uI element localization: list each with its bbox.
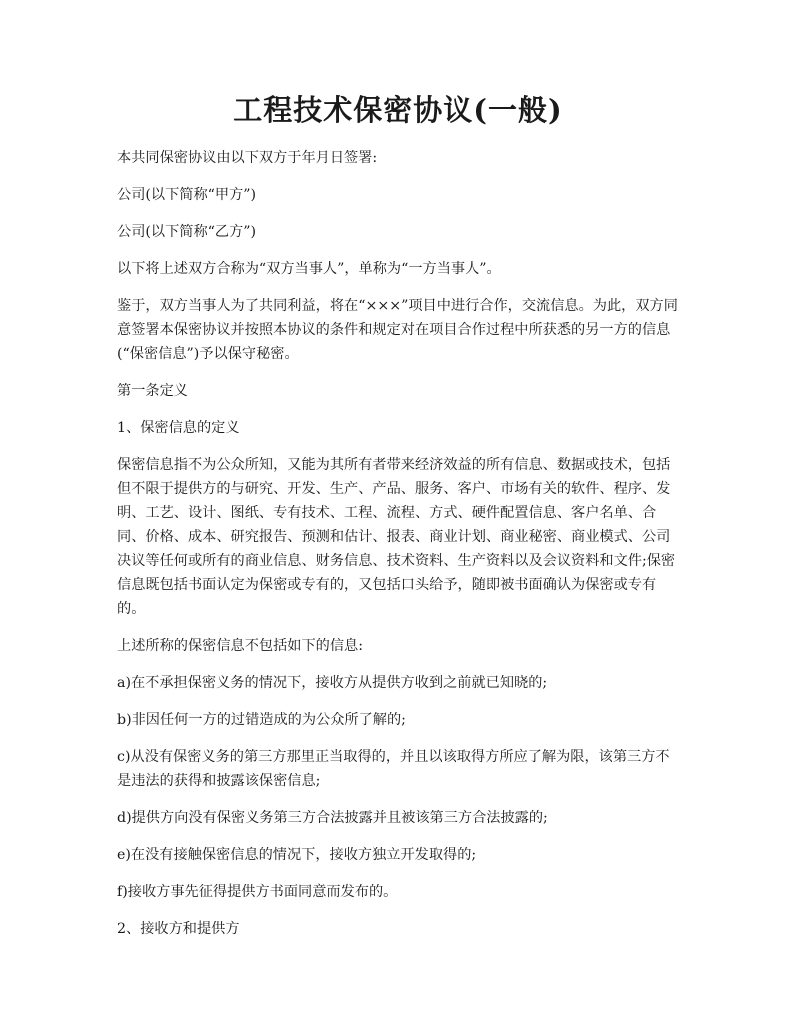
paragraph-party-b: 公司(以下简称“乙方”) <box>117 224 257 240</box>
section-heading: 1、保密信息的定义 <box>117 420 240 436</box>
document-body <box>117 146 681 954</box>
list-item-a: a)在不承担保密义务的情况下，接收方从提供方收到之前就已知晓的; <box>117 675 548 691</box>
paragraph-signing-intro: 本共同保密协议由以下双方于年月日签署: <box>117 150 378 166</box>
article-heading: 第一条定义 <box>117 383 188 399</box>
paragraph-exclusions-intro: 上述所称的保密信息不包括如下的信息: <box>117 638 363 654</box>
paragraph-definition: 保密信息指不为公众所知，又能为其所有者带来经济效益的所有信息、数据或技术，包括但不限于提供方的与研究、开发、生产、产品、服务、客户、市场有关的软件、程序、发明、工艺、设计、图纸、专有技术、工程、流程、方式、硬件配置信息、客户名单、合同、价格、成本、研究报告、预测和估计、报表、商业计划、商业秘密、商业模式、公司决议等任何或所有的商业信息、财务信息、技术资料、生产资料以及会议资料和文件;保密信息既包括书面认定为保密或专有的，又包括口头给予，随即被书面确认为保密或专有的。 <box>117 457 676 617</box>
document-title: 工程技术保密协议(一般) <box>233 93 563 127</box>
paragraph-parties-collective: 以下将上述双方合称为“双方当事人”，单称为“一方当事人”。 <box>117 261 501 277</box>
list-item-d: d)提供方向没有保密义务第三方合法披露并且被该第三方合法披露的; <box>117 810 548 826</box>
list-item-c: c)从没有保密义务的第三方那里正当取得的，并且以该取得方所应了解为限，该第三方不是违法的获得和披露该保密信息; <box>117 749 670 789</box>
list-item-e: e)在没有接触保密信息的情况下，接收方独立开发取得的; <box>117 847 477 863</box>
list-item-b: b)非因任何一方的过错造成的为公众所了解的; <box>117 712 406 728</box>
section-heading: 2、接收方和提供方 <box>117 921 240 937</box>
paragraph-party-a: 公司(以下简称“甲方”) <box>117 187 257 203</box>
list-item-f: f)接收方事先征得提供方书面同意而发布的。 <box>117 884 398 900</box>
paragraph-recital: 鉴于，双方当事人为了共同利益，将在“×××”项目中进行合作，交流信息。为此，双方同意签署本保密协议并按照本协议的条件和规定对在项目合作过程中所获悉的另一方的信息(“保密信息”)予以保守秘密。 <box>117 298 678 362</box>
